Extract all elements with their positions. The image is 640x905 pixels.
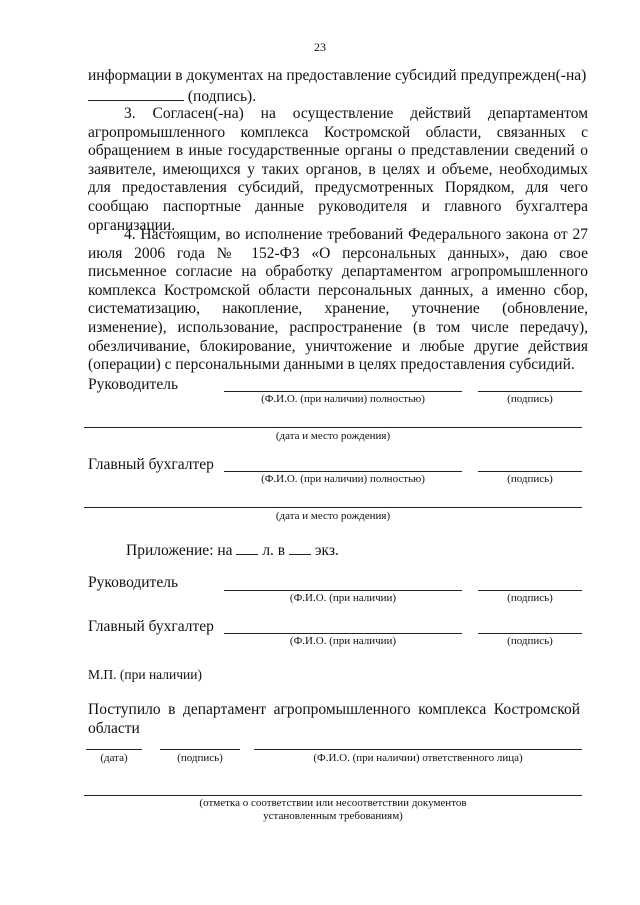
copies-blank — [289, 540, 311, 555]
head-fio-caption-1: (Ф.И.О. (при наличии) полностью) — [261, 393, 425, 405]
stamp-label: М.П. (при наличии) — [88, 667, 202, 682]
receipt-fio-caption: (Ф.И.О. (при наличии) ответственного лица) — [313, 752, 523, 764]
head-fio-caption-2: (Ф.И.О. (при наличии) — [289, 592, 397, 604]
attachment-prefix: Приложение: на — [126, 542, 233, 559]
accountant-fio-caption-1: (Ф.И.О. (при наличии) полностью) — [261, 473, 425, 485]
accountant-sign-line-2 — [478, 633, 582, 634]
accountant-fio-line-1 — [224, 471, 462, 472]
accountant-sign-caption-2: (подпись) — [507, 635, 553, 647]
accountant-birth-caption: (дата и место рождения) — [275, 510, 391, 522]
head-sign-line-1 — [478, 391, 582, 392]
receipt-fio-line — [254, 749, 582, 750]
page-number: 23 — [314, 40, 326, 54]
compliance-caption-1: (отметка о соответствии или несоответствии документов — [199, 797, 467, 809]
head-sign-caption-2: (подпись) — [507, 592, 553, 604]
head-label-1: Руководитель — [88, 376, 179, 393]
receipt-sign-line — [160, 749, 240, 750]
intro-line-2 — [88, 86, 588, 106]
head-fio-line-2 — [224, 590, 462, 591]
head-label-2: Руководитель — [88, 574, 179, 591]
received-text: Поступило в департамент агропромышленного комплекса Костромской области — [88, 701, 580, 737]
receipt-date-caption: (дата) — [100, 752, 128, 764]
receipt-sign-caption: (подпись) — [177, 752, 223, 764]
accountant-fio-caption-2: (Ф.И.О. (при наличии) — [289, 635, 397, 647]
accountant-birth-line — [84, 507, 582, 508]
accountant-fio-line-2 — [224, 633, 462, 634]
compliance-caption-2: установленным требованиям) — [263, 810, 403, 822]
accountant-label-2: Главный бухгалтер — [88, 618, 214, 635]
attachment-suffix: экз. — [314, 542, 339, 559]
pages-blank — [236, 540, 258, 555]
paragraph-4: 4. Настоящим, во исполнение требований Федерального закона от 27 июля 2006 года № 152-ФЗ «О персональных данных», даю свое письменное согласие на обработку департаментом агропромышленного комплекса Костромской области персональных данных, а именно сбор, систематизацию, накопление, хранение, уточнение (обновление, изменение), использование, распространение (в том числе передачу), обезличивание, блокирование, уничтожение и любые другие действия (операции) с персональными данными в целях предоставления субсидий. — [88, 226, 588, 374]
attachment-line — [126, 540, 339, 560]
head-birth-caption: (дата и место рождения) — [275, 430, 391, 442]
signature-blank — [88, 86, 184, 101]
accountant-sign-caption-1: (подпись) — [507, 473, 553, 485]
head-fio-line-1 — [224, 391, 462, 392]
compliance-line — [84, 795, 582, 796]
accountant-sign-line-1 — [478, 471, 582, 472]
accountant-label-1: Главный бухгалтер — [88, 456, 214, 473]
paragraph-3: 3. Согласен(-на) на осуществление действий департаментом агропромышленного комплекса Костромской области, связанных с обращением в иные государственные органы о представлении сведений о заявителе, имеющихся у таких органов, в целях и объеме, необходимых для предоставления субсидий, предусмотренных Порядком, для чего сообщаю паспортные данные руководителя и главного бухгалтера организации. — [88, 105, 588, 234]
attachment-mid: л. в — [262, 542, 286, 559]
head-sign-caption-1: (подпись) — [507, 393, 553, 405]
receipt-date-line — [86, 749, 142, 750]
head-birth-line — [84, 427, 582, 428]
intro-line-1: информации в документах на предоставление субсидий предупрежден(-на) — [88, 67, 587, 84]
head-sign-line-2 — [478, 590, 582, 591]
intro-sign-text: (подпись). — [187, 88, 257, 105]
